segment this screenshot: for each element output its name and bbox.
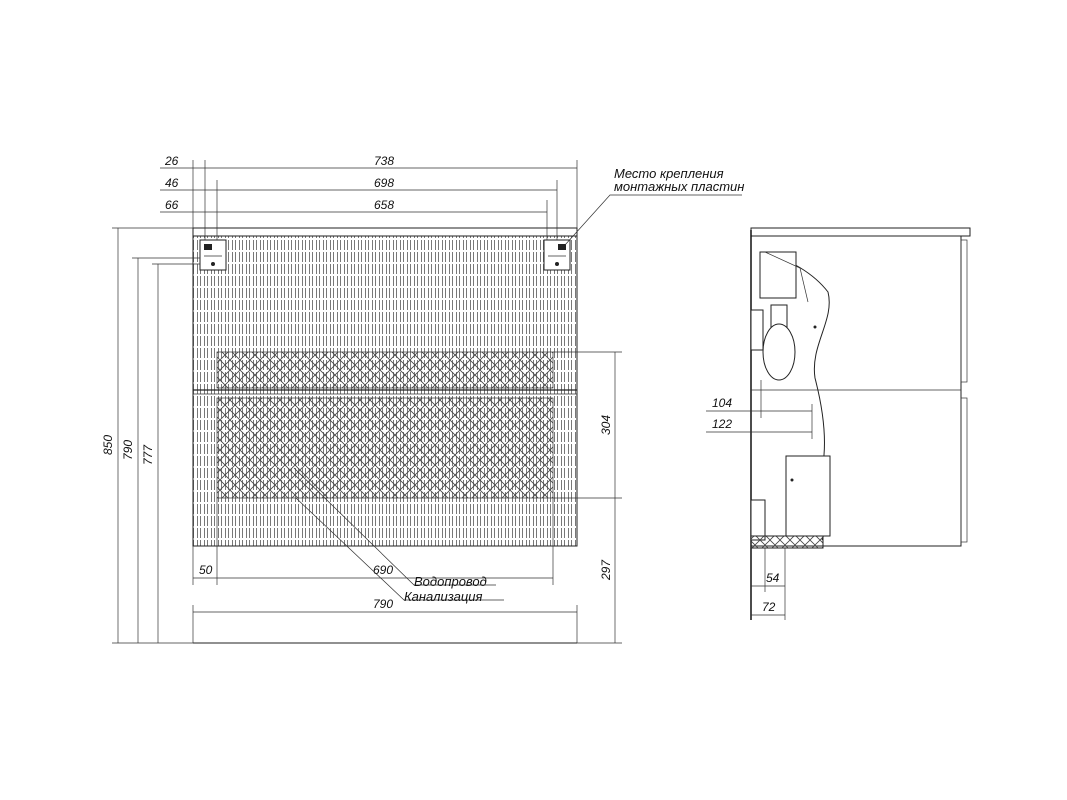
cabinet-front <box>193 236 577 546</box>
mounting-label-line2: монтажных пластин <box>614 179 745 194</box>
plumbing-zone-lower <box>217 398 553 498</box>
countertop <box>193 228 577 236</box>
dim-54: 54 <box>766 571 780 585</box>
dim-690: 690 <box>373 563 394 577</box>
height-dimensions <box>112 228 200 643</box>
dim-297: 297 <box>599 559 613 581</box>
dim-104: 104 <box>712 396 733 410</box>
dim-offset-66: 66 <box>165 198 179 212</box>
dim-790: 790 <box>373 597 394 611</box>
dim-50: 50 <box>199 563 213 577</box>
dim-height-850: 850 <box>101 434 115 456</box>
dim-height-777: 777 <box>141 444 155 466</box>
plumbing-zone-upper <box>217 352 553 388</box>
siphon-bowl <box>763 324 795 380</box>
mounting-plate-right <box>544 240 570 270</box>
mounting-plate-left <box>200 240 226 270</box>
dim-width-658: 658 <box>374 198 395 212</box>
side-plinth <box>751 536 823 548</box>
dim-height-790: 790 <box>121 439 135 461</box>
front-view <box>101 154 744 643</box>
sewage-label: Канализация <box>404 589 483 604</box>
lower-drawer-box <box>786 456 830 536</box>
dim-width-698: 698 <box>374 176 395 190</box>
dim-72: 72 <box>762 600 776 614</box>
mounting-callout-leader <box>565 195 742 245</box>
water-supply-label: Водопровод <box>414 574 487 589</box>
side-countertop <box>751 228 970 236</box>
dim-width-738: 738 <box>374 154 395 168</box>
dim-122: 122 <box>712 417 733 431</box>
mounting-label-line1: Место крепления <box>614 166 724 181</box>
dim-offset-46: 46 <box>165 176 179 190</box>
dim-304: 304 <box>599 414 613 436</box>
side-view <box>706 228 970 620</box>
siphon-body <box>760 252 796 298</box>
dim-offset-26: 26 <box>165 154 179 168</box>
